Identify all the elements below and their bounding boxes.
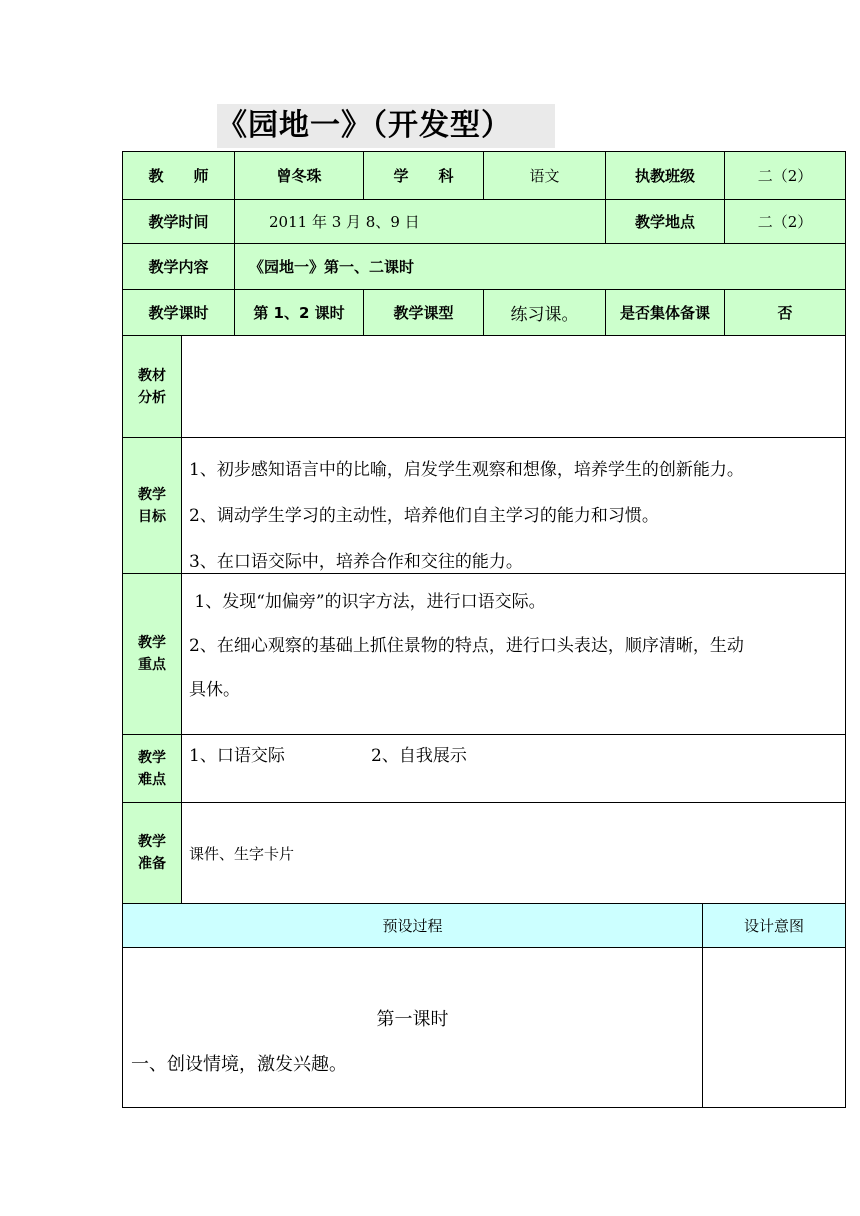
key-point-item: 2、在细心观察的基础上抓住景物的特点，进行口头表达，顺序清晰，生动 <box>189 636 744 656</box>
place-value: 二（2） <box>724 199 846 244</box>
lesson-heading: 第一课时 <box>376 1009 449 1030</box>
key-point-item: 1、发现“加偏旁”的识字方法，进行口语交际。 <box>189 592 546 612</box>
teacher-label: 教 师 <box>122 151 235 200</box>
analysis-label-line-1: 教材 <box>138 367 166 384</box>
analysis-content <box>181 335 846 438</box>
period-value: 第 1、2 课时 <box>234 289 364 336</box>
type-value: 练习课。 <box>483 289 606 336</box>
time-label: 教学时间 <box>122 199 235 244</box>
place-label: 教学地点 <box>605 199 725 244</box>
difficulty-item: 1、口语交际 <box>189 746 285 766</box>
subject-label: 学 科 <box>363 151 484 200</box>
key-points-content <box>181 573 846 735</box>
intent-content <box>702 947 846 1108</box>
process-step: 一、创设情境，激发兴趣。 <box>131 1054 347 1075</box>
key-points-label <box>122 573 182 735</box>
process-content <box>122 947 703 1108</box>
goal-item: 2、调动学生学习的主动性，培养他们自主学习的能力和习惯。 <box>189 506 659 526</box>
difficulty-item: 2、自我展示 <box>371 746 467 766</box>
content-value: 《园地一》第一、二课时 <box>234 243 846 290</box>
period-label: 教学课时 <box>122 289 235 336</box>
key-points-label-line-2: 重点 <box>138 657 166 673</box>
time-value: 2011 年 3 月 8、9 日 <box>234 199 606 244</box>
preparation-label <box>122 802 182 904</box>
goals-label-line-1: 教学 <box>138 486 166 503</box>
key-point-item: 具休。 <box>189 680 240 700</box>
collective-value: 否 <box>724 289 846 336</box>
type-label: 教学课型 <box>363 289 484 336</box>
page-title: 《园地一》（开发型） <box>217 104 555 148</box>
analysis-label <box>122 335 182 438</box>
intent-header: 设计意图 <box>702 903 846 948</box>
class-label: 执教班级 <box>605 151 725 200</box>
difficulties-label-line-1: 教学 <box>138 749 166 766</box>
subject-value: 语文 <box>483 151 606 200</box>
goals-label <box>122 437 182 574</box>
analysis-label-line-2: 分析 <box>138 389 166 406</box>
goal-item: 1、初步感知语言中的比喻，启发学生观察和想像，培养学生的创新能力。 <box>189 460 744 480</box>
difficulties-label-line-2: 难点 <box>138 771 166 788</box>
teacher-value: 曾冬珠 <box>234 151 364 200</box>
key-points-label-line-1: 教学 <box>138 635 166 651</box>
goals-label-line-2: 目标 <box>138 508 166 525</box>
difficulties-label <box>122 734 182 803</box>
preparation-label-line-1: 教学 <box>138 834 166 850</box>
difficulties-content <box>181 734 846 803</box>
process-header: 预设过程 <box>122 903 703 948</box>
goal-item: 3、在口语交际中，培养合作和交往的能力。 <box>189 552 523 572</box>
goals-content <box>181 437 846 574</box>
collective-label: 是否集体备课 <box>605 289 725 336</box>
content-label: 教学内容 <box>122 243 235 290</box>
class-value: 二（2） <box>724 151 846 200</box>
preparation-label-line-2: 准备 <box>138 856 166 872</box>
preparation-content: 课件、生字卡片 <box>181 802 846 904</box>
